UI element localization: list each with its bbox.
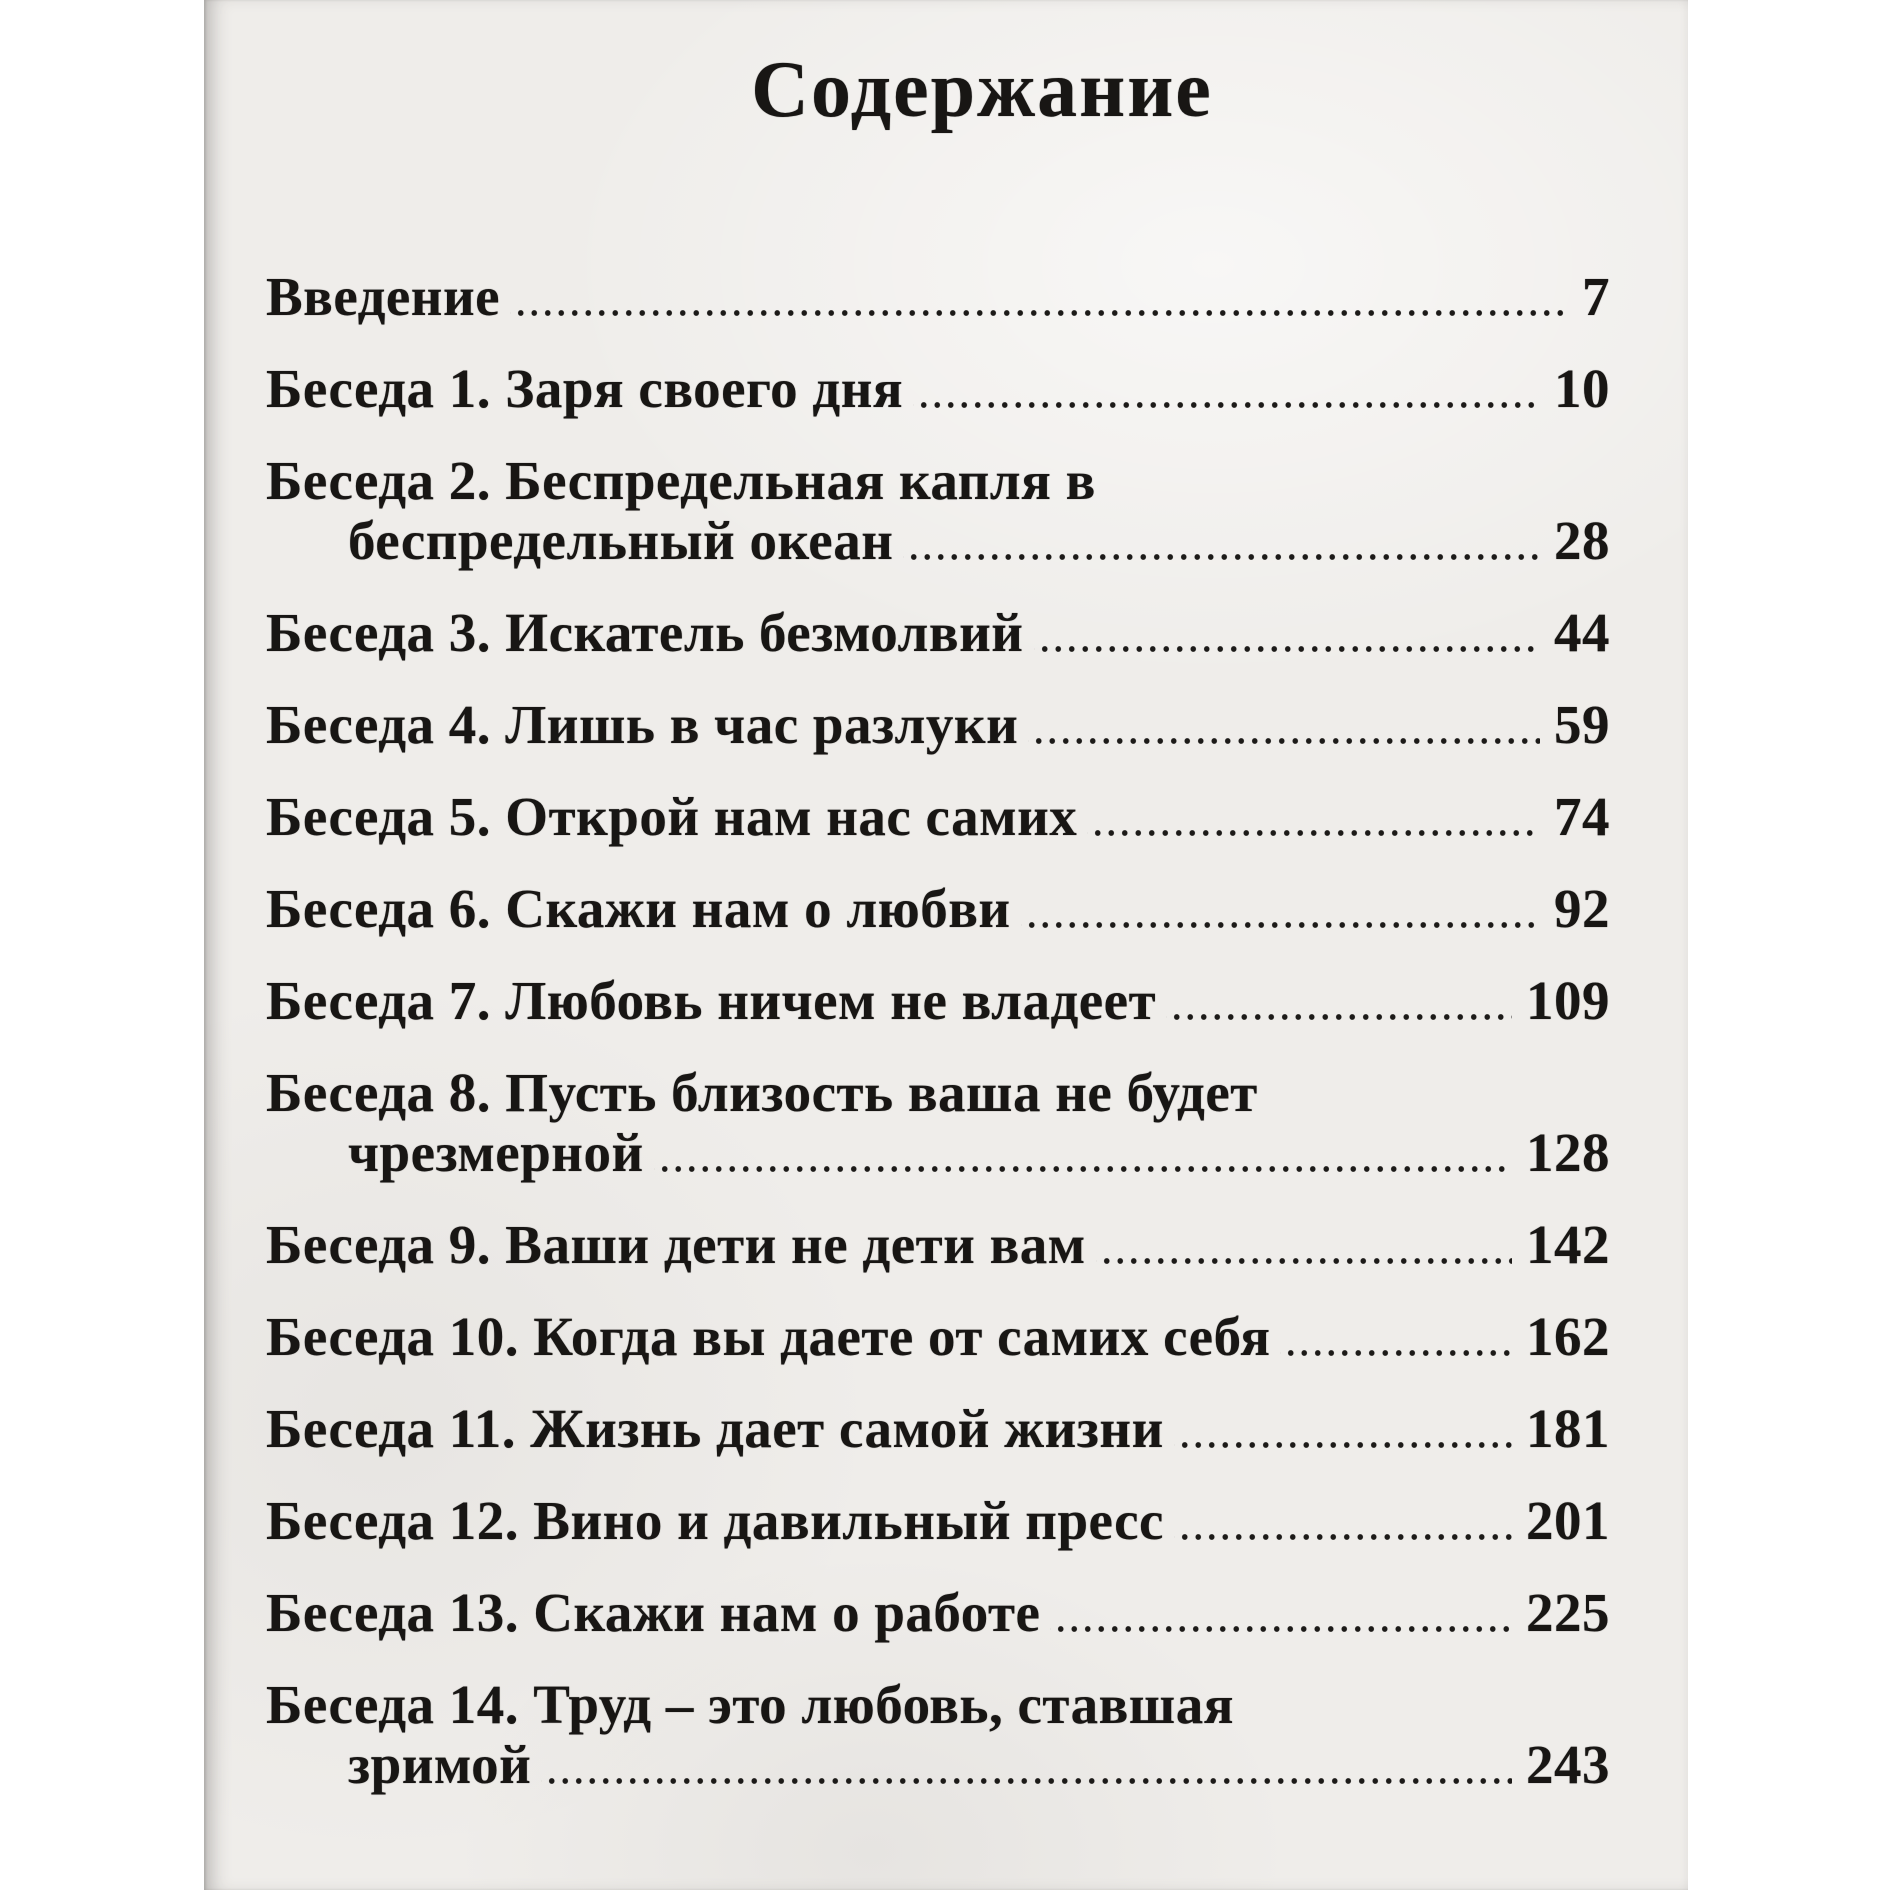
toc-page-number: 10 (1554, 358, 1610, 419)
dot-leader (541, 1735, 1512, 1795)
dot-leader (1021, 879, 1540, 939)
toc-entry (266, 451, 1610, 571)
dot-leader (913, 359, 1540, 419)
toc-entry-line (266, 359, 1610, 419)
toc-entry-line (266, 879, 1610, 939)
toc-entry-line (266, 1123, 1610, 1183)
dot-leader (1174, 1399, 1512, 1459)
dot-leader (1096, 1215, 1512, 1275)
toc-entry-line (266, 1399, 1610, 1459)
toc-entry (266, 1491, 1610, 1551)
toc-entry-label: Беседа 9. Ваши дети не дети вам (266, 1214, 1086, 1275)
toc-entry-line (266, 511, 1610, 571)
toc-entry-line (266, 1583, 1610, 1643)
toc-entry-label: чрезмерной (348, 1122, 644, 1183)
toc-page-number: 7 (1582, 266, 1610, 327)
toc-entry-line (266, 971, 1610, 1031)
toc-entry-label: Беседа 3. Искатель безмолвий (266, 602, 1024, 663)
toc-entry-label: Беседа 7. Любовь ничем не владеет (266, 970, 1157, 1031)
toc-entry-label: зримой (348, 1734, 532, 1795)
toc-entry (266, 1675, 1610, 1795)
toc-entry-line (266, 1063, 1610, 1123)
toc-entry-label: Беседа 6. Скажи нам о любви (266, 878, 1011, 939)
toc-entry (266, 1215, 1610, 1275)
toc-entry-label: Беседа 13. Скажи нам о работе (266, 1582, 1041, 1643)
toc-entry (266, 603, 1610, 663)
toc-entry-line (266, 603, 1610, 663)
toc-entry-label: Беседа 4. Лишь в час разлуки (266, 694, 1019, 755)
dot-leader (654, 1123, 1512, 1183)
toc-entry-line (266, 695, 1610, 755)
toc-page-number: 28 (1554, 510, 1610, 571)
toc-page-number: 92 (1554, 878, 1610, 939)
toc-entry-label: Беседа 11. Жизнь дает самой жизни (266, 1398, 1164, 1459)
toc-list (266, 267, 1610, 1795)
toc-entry (266, 879, 1610, 939)
toc-entry-label: Введение (266, 266, 501, 327)
toc-page-number: 225 (1526, 1582, 1610, 1643)
toc-entry (266, 971, 1610, 1031)
toc-page-number: 243 (1526, 1734, 1610, 1795)
dot-leader (1028, 695, 1540, 755)
toc-page-number: 181 (1526, 1398, 1610, 1459)
dot-leader (1280, 1307, 1512, 1367)
toc-entry-label: Беседа 1. Заря своего дня (266, 358, 904, 419)
dot-leader (1174, 1491, 1512, 1551)
toc-page-number: 128 (1526, 1122, 1610, 1183)
toc-page-number: 74 (1554, 786, 1610, 847)
toc-entry-line (266, 787, 1610, 847)
page-content (204, 46, 1688, 1795)
toc-page-number: 142 (1526, 1214, 1610, 1275)
toc-entry-line (266, 451, 1610, 511)
toc-entry (266, 695, 1610, 755)
dot-leader (510, 267, 1568, 327)
dot-leader (903, 511, 1540, 571)
toc-entry-line (266, 1491, 1610, 1551)
toc-entry-line (266, 1735, 1610, 1795)
toc-page-number: 201 (1526, 1490, 1610, 1551)
toc-entry-label: Беседа 8. Пусть близость ваша не будет (266, 1062, 1258, 1123)
toc-entry-line (266, 267, 1610, 327)
toc-entry (266, 1399, 1610, 1459)
toc-page-number: 44 (1554, 602, 1610, 663)
toc-entry (266, 787, 1610, 847)
dot-leader (1050, 1583, 1512, 1643)
toc-entry (266, 1583, 1610, 1643)
toc-entry-line (266, 1307, 1610, 1367)
toc-entry (266, 267, 1610, 327)
dot-leader (1087, 787, 1540, 847)
dot-leader (1034, 603, 1541, 663)
toc-entry-label: Беседа 5. Открой нам нас самих (266, 786, 1078, 847)
toc-entry-label: Беседа 14. Труд – это любовь, ставшая (266, 1674, 1234, 1735)
book-page (204, 0, 1688, 1890)
dot-leader (1166, 971, 1512, 1031)
page-title: Содержание (751, 46, 1213, 134)
toc-entry-label: Беседа 2. Беспредельная капля в (266, 450, 1096, 511)
toc-entry-line (266, 1215, 1610, 1275)
toc-page-number: 109 (1526, 970, 1610, 1031)
toc-entry-line (266, 1675, 1610, 1735)
toc-entry-label: Беседа 10. Когда вы даете от самих себя (266, 1306, 1271, 1367)
toc-page-number: 59 (1554, 694, 1610, 755)
toc-entry-label: беспредельный океан (348, 510, 894, 571)
toc-entry (266, 1307, 1610, 1367)
toc-page-number: 162 (1526, 1306, 1610, 1367)
toc-entry-label: Беседа 12. Вино и давильный пресс (266, 1490, 1164, 1551)
toc-entry (266, 359, 1610, 419)
toc-entry (266, 1063, 1610, 1183)
